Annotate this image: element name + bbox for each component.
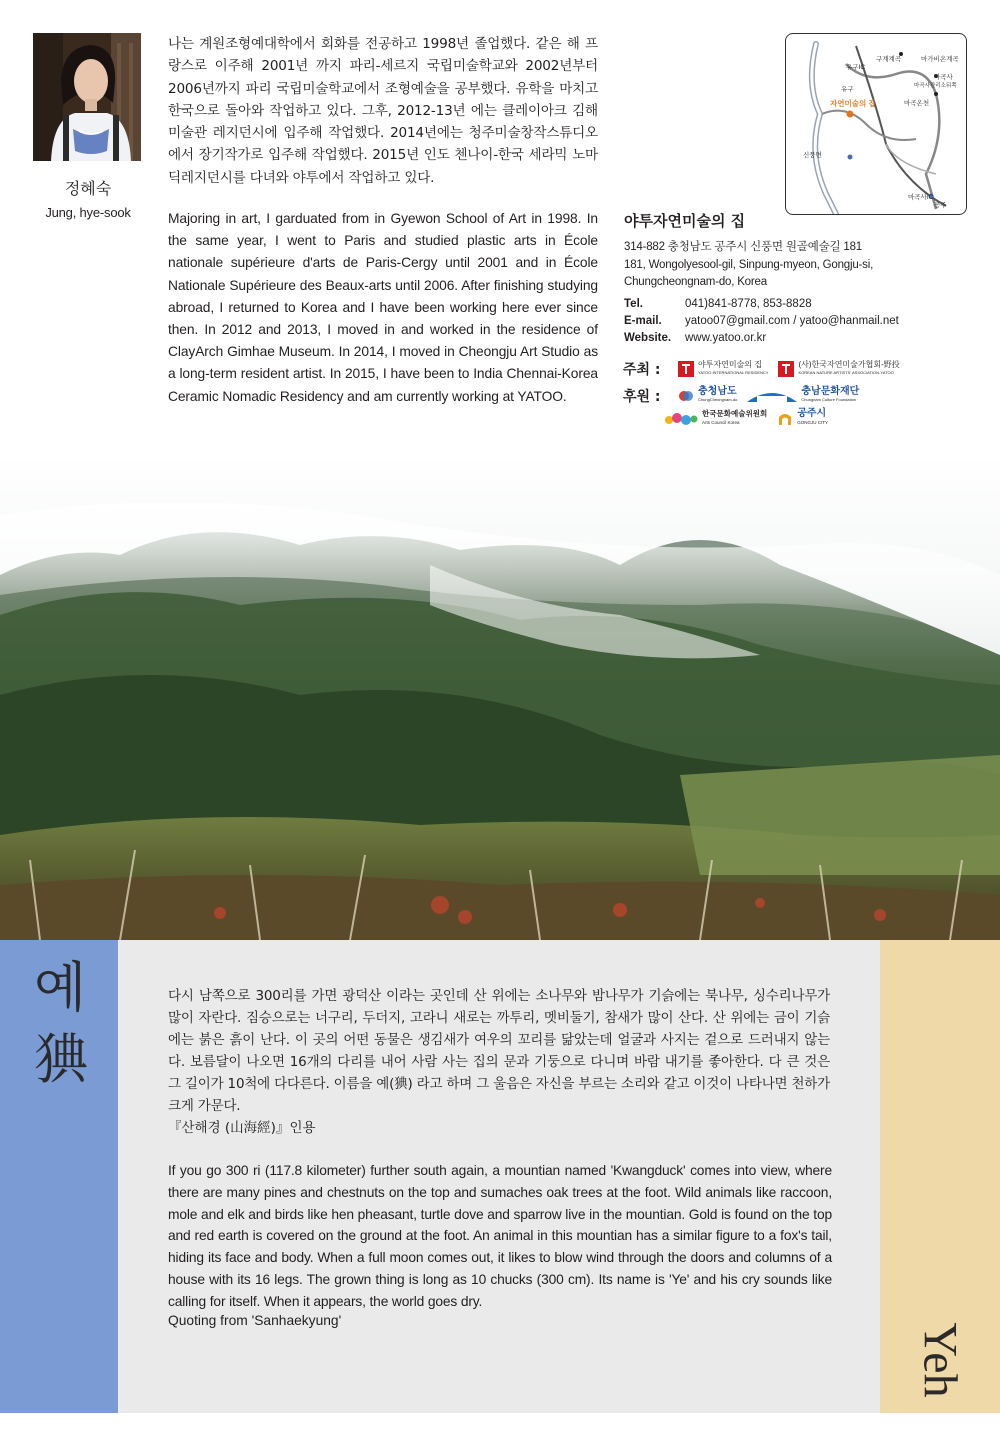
logo-sub: Chungnam Culture Foundation: [801, 397, 857, 402]
support-row-2: [664, 410, 838, 427]
support-label: 후원 :: [623, 389, 661, 405]
map-label: 유구IC: [846, 64, 866, 71]
map-label: 마곡사: [934, 74, 953, 81]
quote-korean: 『산해경 (山海經)』인용: [168, 1120, 316, 1136]
map-label: 유구: [841, 86, 854, 93]
story-korean: 다시 남쪽으로 300리를 가면 광덕산 이라는 곳인데 산 위에는 소나무와 밤나무가 기슭에는 북나무, 싱수리나무가 많이 자란다. 짐승으로는 너구리, 두더지, 고라니 새로는 까투리, 멧비둘기, 참새가 많이 산다. 산 위에는 금이 기슭에는 붉은 흙이 난다. 이 곳의 어떤 동물은 생김새가 여우의 꼬리를 닮았는데 얼굴과 사지는 겉으로 드러내지 않는다. 보름달이 나오면 16개의 다리를 내어 사람 사는 집의 문과 기둥으로 다니며 바람 내기를 좋아한다. 다 큰 것은 그 길이가 10척에 다다른다. 이름을 예(猠) 라고 하며 그 울음은 자신을 부르는 소리와 같고 이것이 나타나면 천하가 크게 가문다.: [168, 988, 830, 1114]
misty-mountain-photo: [0, 455, 1000, 940]
chungnam-logo-icon: [678, 388, 694, 404]
logo-name: 야투자연미술의 집: [698, 359, 763, 369]
tel-value: 041)841-8778, 853-8828: [685, 298, 812, 310]
title-hanja-glyph: 猠: [34, 1028, 88, 1091]
contact-info: [624, 296, 899, 347]
logo-sub: KOREAN NATURE ARTISTS' ASSOCIATION-YATOO: [798, 370, 894, 375]
email-value[interactable]: yatoo07@gmail.com / yatoo@hanmail.net: [685, 315, 899, 327]
support-logo-gongju: [777, 410, 828, 427]
yeh-text: Yeh: [913, 1322, 967, 1398]
website-label: Website.: [624, 332, 672, 344]
support-logo-culture-foundation: [747, 385, 860, 405]
venue-address: [624, 239, 924, 292]
logo-sub: Arts Council Korea: [702, 419, 740, 425]
logo-sub: YATOO INTERNATIONAL RESIDENCY: [698, 370, 769, 375]
yatoo-logo-icon: [678, 361, 694, 377]
map-label: 마곡사관리소뒤쪽: [914, 83, 957, 89]
gongju-logo-icon: [777, 411, 793, 427]
map-label: 마곡온천: [904, 100, 930, 107]
title-korean-glyph: 예: [34, 956, 87, 1019]
map-label: 구계계곡: [876, 56, 902, 63]
title-vertical-english: [880, 1290, 1000, 1430]
map-label: 공주: [934, 202, 947, 209]
address-korean: 314-882 충청남도 공주시 신풍면 원골예술길 181: [624, 241, 863, 253]
artist-bio-english: Majoring in art, I garduated from in Gyewon School of Art in 1998. In the same year, I went to Paris and studied plastic arts in École nationale supérieure d'arts de Paris-Cergy until 2001 and in École Nationale Supérieure des Beaux-arts until 2006. After finishing studying abroad, I returned to Korea and I have been working here ever since then. In 2012 and 2013, I moved in and worked in the residence of ClayArch Gimhae Museum. In 2014, I moved in Cheongju Art Studio as a long-term resident artist. In 2015, I have been to India Chennai-Korea Ceramic Nomadic Residency and am currently working at YATOO.: [168, 211, 598, 404]
address-english-line1: 181, Wongolyesool-gil, Sinpung-myeon, Gongju-si,: [624, 258, 874, 271]
story-english: If you go 300 ri (117.8 kilometer) further south again, a mountian named 'Kwangduck' comes into view, where there are many pines and chestnuts on the top and sumaches oak trees at the foot. Wild animals like raccoon, mole and elk and birds like hen pheasant, turtle dove and sparrow live in the mountian. Gold is found on the top and red earth is covered on the ground at the foot. An animal in this mountian has a similar figure to a fox's tail, hiding its face and body. When a full moon comes out, it likes to blow wind through the doors and columns of a house with its 16 legs. The grown thing is long as 10 chucks (300 cm). Its name is 'Ye' and his cry sounds like calling for itself. When it appears, the world goes dry.: [168, 1163, 832, 1309]
logo-name: 공주시: [797, 408, 827, 419]
artist-name-english: Jung, hye-sook: [45, 205, 131, 220]
host-label: 주최 :: [623, 362, 661, 378]
quote-english: Quoting from 'Sanhaekyung': [168, 1313, 342, 1328]
website-link[interactable]: www.yatoo.or.kr: [685, 332, 767, 344]
logo-name: 한국문화예술위원회: [702, 409, 768, 418]
logo-name: (사)한국자연미술가협회-野投: [798, 359, 900, 369]
artist-bio-korean: 나는 계원조형예대학에서 회화를 전공하고 1998년 졸업했다. 같은 해 프랑스로 이주해 2001년 까지 파리-세르지 국립미술학교와 2002년부터 2006년까지 파리 국립미술학교에서 조형예술을 공부했다. 유학을 마치고 한국으로 돌아와 작업하고 있다. 그후, 2012-13년 에는 클레이아크 김해 미술관 레지던시에 입주해 작업했다. 2014년에는 청주미술창작스튜디오에서 장기작가로 입주해 작업했다. 2015년 인도 첸나이-한국 세라믹 노마딕레지던시를 다녀와 야투에서 작업하고 있다.: [168, 36, 598, 186]
logo-sub: GONGJU CITY: [797, 419, 828, 425]
venue-title: 야투자연미술의 집: [624, 212, 746, 230]
host-logo-association: [778, 361, 899, 378]
artist-name-korean: 정혜숙: [64, 179, 112, 198]
logo-name: 충청남도: [698, 385, 737, 397]
host-logo-yatoo: [678, 361, 768, 378]
map-label: 신풍면: [803, 152, 822, 159]
logo-name: 충남문화재단: [801, 385, 860, 397]
association-logo-icon: [778, 361, 794, 377]
location-map: [785, 33, 967, 215]
map-label: 마곡사IC: [908, 194, 934, 201]
host-row: [623, 359, 910, 379]
tel-label: Tel.: [624, 298, 643, 310]
email-label: E-mail.: [624, 315, 662, 327]
address-english-line2: Chungcheongnam-do, Korea: [624, 276, 767, 288]
support-row: [623, 386, 869, 406]
artist-portrait: [33, 33, 141, 161]
support-logo-arts-council: [664, 410, 767, 427]
support-logo-chungnam: [678, 385, 738, 405]
map-label-destination: 자연미술의 집: [830, 99, 876, 108]
arts-council-logo-icon: [664, 411, 698, 427]
map-label: 마가비온계곡: [921, 56, 959, 63]
culture-foundation-logo-icon: [747, 388, 797, 404]
logo-sub: ChungCheongnam-do: [698, 397, 738, 402]
